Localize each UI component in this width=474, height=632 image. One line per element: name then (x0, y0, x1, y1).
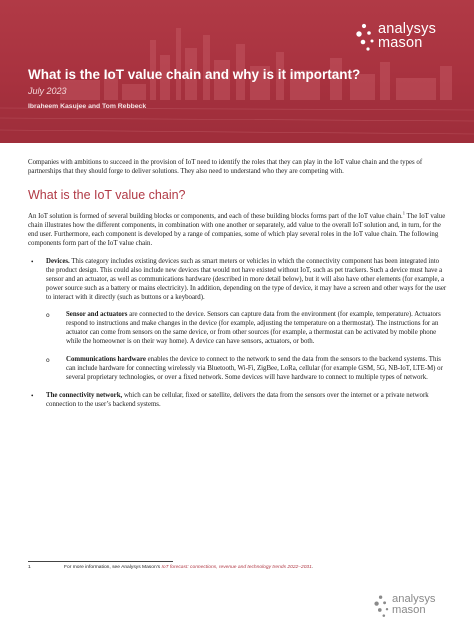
devices-text: This category includes existing devices such as smart meters or vehicles in which the connectivity component has been integrated into the product design. This could also include new devices that would not have existed without IoT, such as pet trackers. Such a device must have a sensor and an actuator, as well as communications hardware (described in more detail below), but it will also have other elements (for example, a power source such as a battery or mains electricity). In addition, depending on the type of device, it may have a screen and other ways for the user to interact with it directly (such as buttons or a keyboard). (46, 257, 447, 301)
value-chain-paragraph (28, 210, 448, 249)
sub-bullet-sensors (28, 311, 448, 347)
sensors-text: are connected to the device. Sensors can capture data from the environment (for example, temperature). Actuators respond to instructions and make changes in the device (for example, adjusting the temperature on a thermostat). The instructions for an actuator can come from sensors on the same device, or from other sources (for example, a thermostat can be activated by mobile phone while the homeowner is on their way home). A device can have sensors, actuators, or both. (66, 311, 441, 346)
sub-bullet-marker: o (46, 356, 50, 364)
network-term: The connectivity network, (46, 392, 123, 400)
footnote (28, 565, 458, 570)
comms-paragraph (66, 356, 448, 383)
sensors-term: Sensor and actuators (66, 311, 128, 319)
value-chain-text-b: The IoT value chain illustrates how the different components, in combination with one another or separately, add value to the overall IoT solution and, in turn, for the end user. Furthermore, each component is developed by a range of companies, some of which play several roles in the IoT value chain. The following components form part of the IoT value chain. (28, 212, 446, 247)
bullet-marker: • (31, 392, 34, 401)
comms-term: Communications hardware (66, 356, 146, 364)
footnote-text: For more information, see Analysys Mason’s (64, 565, 162, 570)
intro-paragraph: Companies with ambitions to succeed in the provision of IoT need to identify the roles that they can play in the IoT value chain and the types of partnerships that they should forge to deliver solutions. They also need to understand who they are competing with. (28, 159, 423, 175)
network-paragraph (46, 392, 448, 410)
sub-bullet-comms (28, 356, 448, 383)
footnote-divider (28, 561, 173, 562)
logo-dots-icon (374, 594, 392, 618)
footnote-reference[interactable]: 1 (402, 210, 405, 216)
footnote-number: 1 (28, 565, 31, 570)
footnote-link[interactable]: IoT forecast: connections, revenue and technology trends 2022–2031 (161, 565, 312, 570)
footnote-end: . (311, 565, 314, 570)
page-title: What is the IoT value chain and why is it important? (28, 67, 361, 82)
logo-dots-icon (356, 22, 378, 52)
main-content (28, 159, 448, 419)
section-heading: What is the IoT value chain? (28, 187, 186, 202)
devices-paragraph (46, 258, 448, 303)
comms-text: enables the device to connect to the network to send the data from the sensors to the backend systems. This can include hardware for connecting wirelessly via Bluetooth, Wi-Fi, ZigBee, LoRa, cellular (for example GSM, 5G, NB-IoT, LTE-M) or several proprietary technologies, or over a fixed network. Some devices will have hardware to connect to multiple types of network. (66, 356, 443, 382)
sensors-paragraph (66, 311, 448, 347)
logo-wordmark: analysys mason (378, 21, 437, 51)
bullet-marker: • (31, 257, 34, 266)
authors-line: Ibraheem Kasujee and Tom Rebbeck (28, 103, 147, 110)
publication-date: July 2023 (28, 86, 67, 96)
sub-bullet-marker: o (46, 311, 50, 319)
footer-logo-wordmark: analysys mason (392, 593, 436, 616)
footer-logo (374, 594, 458, 620)
bullet-devices (28, 258, 448, 303)
brand-logo (356, 22, 460, 58)
bullet-network (28, 392, 448, 410)
value-chain-text-a: An IoT solution is formed of several building blocks or components, and each of these building blocks forms part of the IoT value chain. (28, 212, 403, 220)
network-text: which can be cellular, fixed or satellite, delivers the data from the sensors over the internet or a private network connection to the user’s backend systems. (46, 392, 429, 409)
devices-term: Devices. (46, 257, 70, 265)
